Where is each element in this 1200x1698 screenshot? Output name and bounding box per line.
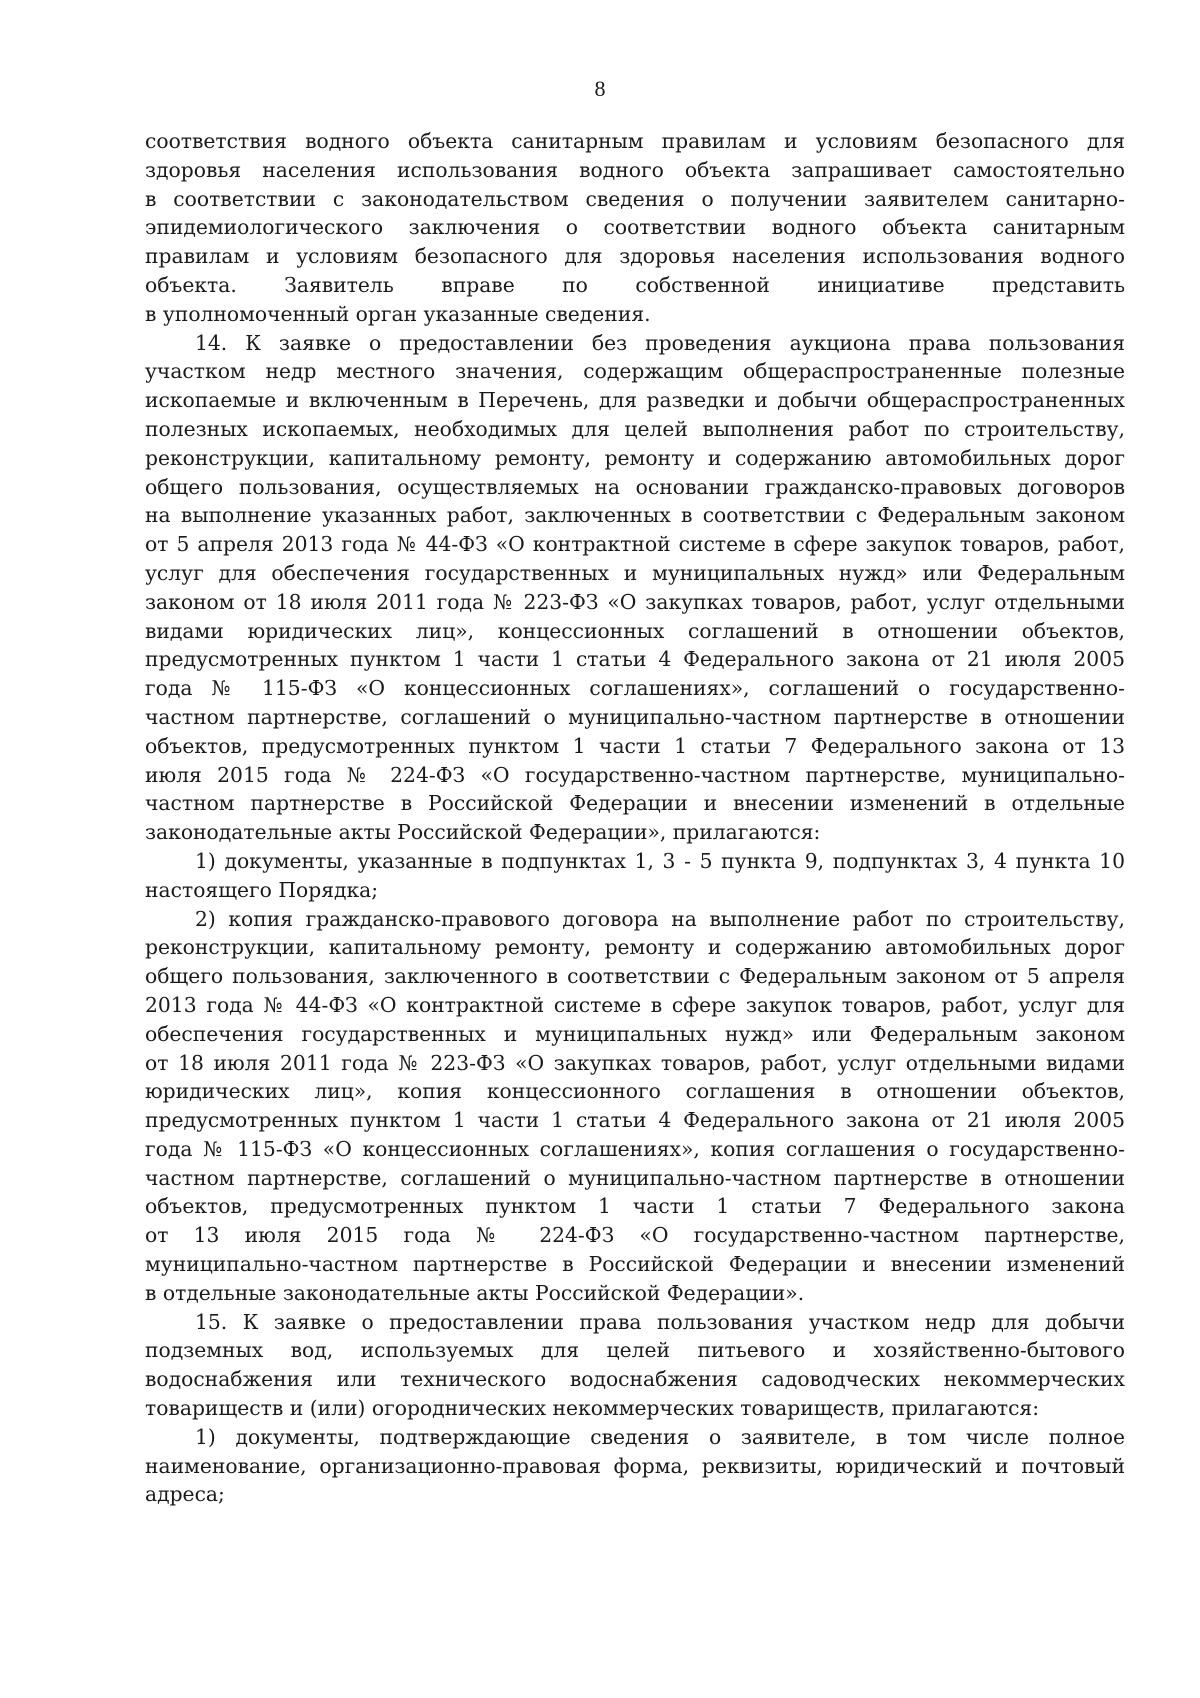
text-line: объектов, предусмотренных пунктом 1 части 1 статьи 7 Федерального закона — [145, 1194, 1125, 1219]
text-line: соответствия водного объекта санитарным правилам и условиям безопасного для — [145, 129, 1125, 153]
text-line: правилам и условиям безопасного для здоровья населения использования водного — [145, 244, 1125, 269]
text-line: в уполномоченный орган указанные сведения. — [145, 301, 651, 326]
text-line: реконструкции, капитальному ремонту, ремонту и содержанию автомобильных дорог — [145, 935, 1125, 960]
text-line: эпидемиологического заключения о соответствии водного объекта санитарным — [145, 215, 1125, 240]
paragraph — [145, 329, 1125, 847]
text-line: юридических лиц», копия концессионного соглашения в отношении объектов, — [145, 1079, 1125, 1104]
text-line: июля 2015 года № 224-ФЗ «О государственно-частном партнерстве, муниципально- — [145, 762, 1125, 787]
text-line: участком недр местного значения, содержащим общераспространенные полезные — [145, 359, 1125, 384]
text-line: предусмотренных пунктом 1 части 1 статьи 4 Федерального закона от 21 июля 2005 — [145, 647, 1125, 672]
text-line: ископаемые и включенным в Перечень, для разведки и добычи общераспространенных — [145, 388, 1125, 413]
text-line: 2013 года № 44-ФЗ «О контрактной системе в сфере закупок товаров, работ, услуг для — [145, 992, 1125, 1017]
text-line: реконструкции, капитальному ремонту, ремонту и содержанию автомобильных дорог — [145, 445, 1125, 470]
text-line: на выполнение указанных работ, заключенных в соответствии с Федеральным законом — [145, 503, 1125, 528]
text-line: адреса; — [145, 1482, 225, 1507]
text-line: частном партнерстве, соглашений о муниципально-частном партнерстве в отношении — [145, 704, 1125, 729]
text-line: от 18 июля 2011 года № 223-ФЗ «О закупках товаров, работ, услуг отдельными видами — [145, 1050, 1125, 1075]
text-line: в соответствии с законодательством сведения о получении заявителем санитарно- — [145, 186, 1125, 211]
text-line: законодательные акты Российской Федерации», прилагаются: — [145, 820, 821, 845]
text-line: обеспечения государственных и муниципальных нужд» или Федеральным законом — [145, 1021, 1125, 1046]
text-line: видами юридических лиц», концессионных соглашений в отношении объектов, — [145, 618, 1125, 643]
text-line: года № 115-ФЗ «О концессионных соглашениях», копия соглашения о государственно- — [145, 1136, 1125, 1161]
text-line: общего пользования, осуществляемых на основании гражданско-правовых договоров — [145, 474, 1125, 499]
text-line: от 5 апреля 2013 года № 44-ФЗ «О контрактной системе в сфере закупок товаров, работ, — [145, 532, 1125, 557]
paragraph — [145, 127, 1125, 329]
text-line: объектов, предусмотренных пунктом 1 части 1 статьи 7 Федерального закона от 13 — [145, 733, 1125, 758]
text-line: полезных ископаемых, необходимых для целей выполнения работ по строительству, — [145, 416, 1125, 441]
text-line: 14. К заявке о предоставлении без проведения аукциона права пользования — [195, 330, 1125, 355]
text-line: муниципально-частном партнерстве в Российской Федерации и внесении изменений — [145, 1252, 1125, 1277]
text-line: 15. К заявке о предоставлении права пользования участком недр для добычи — [195, 1309, 1125, 1334]
text-line: в отдельные законодательные акты Российской Федерации». — [145, 1280, 805, 1305]
paragraph — [145, 1308, 1125, 1423]
text-line: законом от 18 июля 2011 года № 223-ФЗ «О закупках товаров, работ, услуг отдельными — [145, 589, 1125, 614]
text-line: услуг для обеспечения государственных и муниципальных нужд» или Федеральным — [145, 560, 1125, 585]
text-line: года № 115-ФЗ «О концессионных соглашениях», соглашений о государственно- — [145, 676, 1125, 701]
text-line: предусмотренных пунктом 1 части 1 статьи 4 Федерального закона от 21 июля 2005 — [145, 1108, 1125, 1133]
page-number: 8 — [594, 76, 606, 101]
text-line: объекта. Заявитель вправе по собственной инициативе представить — [145, 272, 1125, 297]
document-body — [145, 127, 1125, 1509]
paragraph — [145, 905, 1125, 1308]
paragraph — [145, 1423, 1125, 1509]
text-line: частном партнерстве, соглашений о муниципально-частном партнерстве в отношении — [145, 1165, 1125, 1190]
text-line: водоснабжения или технического водоснабжения садоводческих некоммерческих — [145, 1367, 1125, 1392]
text-line: от 13 июля 2015 года № 224-ФЗ «О государственно-частном партнерстве, — [145, 1223, 1125, 1248]
text-line: наименование, организационно-правовая форма, реквизиты, юридический и почтовый — [145, 1453, 1125, 1478]
text-line: подземных вод, используемых для целей питьевого и хозяйственно-бытового — [145, 1338, 1125, 1363]
text-line: 2) копия гражданско-правового договора на выполнение работ по строительству, — [195, 906, 1125, 931]
paragraph — [145, 847, 1125, 905]
text-line: настоящего Порядка; — [145, 877, 379, 902]
text-line: 1) документы, подтверждающие сведения о заявителе, в том числе полное — [195, 1424, 1125, 1449]
text-line: товариществ и (или) огороднических некоммерческих товариществ, прилагаются: — [145, 1396, 1040, 1421]
text-line: здоровья населения использования водного объекта запрашивает самостоятельно — [145, 157, 1125, 182]
text-line: общего пользования, заключенного в соответствии с Федеральным законом от 5 апреля — [145, 964, 1125, 989]
text-line: 1) документы, указанные в подпунктах 1, 3 - 5 пункта 9, подпунктах 3, 4 пункта 10 — [195, 848, 1125, 873]
text-line: частном партнерстве в Российской Федерации и внесении изменений в отдельные — [145, 791, 1125, 816]
